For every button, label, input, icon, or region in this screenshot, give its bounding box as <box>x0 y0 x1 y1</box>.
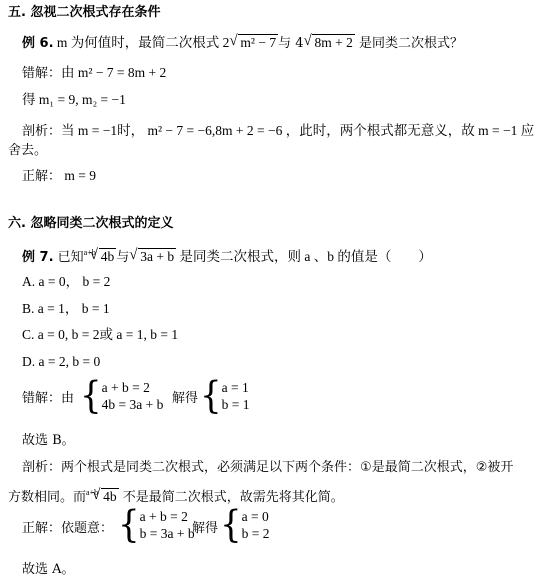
radical-1: √ m² − 7 <box>229 34 278 52</box>
example-7-label: 例 7. <box>22 250 54 265</box>
analysis-line2: 舍去。 <box>8 143 48 158</box>
wrong-conclusion: 故选 B。 <box>22 433 75 448</box>
wrong-solution-line1: 错解：由 m² − 7 = 8m + 2 <box>22 65 167 81</box>
radical-2: √ 8m + 2 <box>303 34 354 52</box>
correct-solution-system: { a = 0 b = 2 <box>220 503 270 547</box>
example-6-question: 例 6. m 为何值时，最简二次根式 2√ m² − 7 与 4√ 8m + 2 是同类二次根式？ <box>22 34 463 53</box>
section-6-heading: 六. 忽略同类二次根式的定义 <box>8 216 174 231</box>
wrong-solution-line2: 得 m₁ = 9, m₂ = −1 <box>22 92 126 107</box>
correct6-label: 正解：依题意： <box>22 521 114 536</box>
left-brace: { <box>118 503 140 547</box>
solve-word-2: 解得 <box>192 521 219 536</box>
left-brace: { <box>80 374 102 418</box>
section-5-heading: 五. 忽视二次根式存在条件 <box>8 5 161 20</box>
analysis6-line2: 方数相同。而$^{a+b}$√ 4b 不是最简二次根式，故需先将其化简。 <box>8 484 344 507</box>
left-brace: { <box>200 374 222 418</box>
option-d: D. a = 2, b = 0 <box>22 354 101 369</box>
analysis-line1: 剖析：当 m = −1时， m² − 7 = −6,8m + 2 = −6 ，此时，两个根式都无意义，故 m = −1 应 <box>22 123 535 139</box>
correct-system: { a + b = 2 b = 3a + b <box>118 503 195 547</box>
analysis6-line1: 剖析：两个根式是同类二次根式，必须满足以下两个条件：①是最简二次根式，②被开 <box>22 460 514 475</box>
wrong-system: { a + b = 2 4b = 3a + b <box>80 374 164 418</box>
example-7-question: 例 7. 已知$^{a+b}$√ 4b 与√ 3a + b 是同类二次根式，则 a 、b 的值是（ ） <box>22 244 432 267</box>
radical-4: √ 3a + b <box>129 248 176 266</box>
radical-5: √ 4b <box>92 488 119 506</box>
wrong-solution-system: { a = 1 b = 1 <box>200 374 250 418</box>
wrong-solution-label: 错解：由 <box>22 391 75 406</box>
radical-3: √ 4b <box>90 248 117 266</box>
option-c: C. a = 0, b = 2或 a = 1, b = 1 <box>22 327 179 342</box>
left-brace: { <box>220 503 242 547</box>
final-answer: 故选 A。 <box>22 562 75 577</box>
option-b: B. a = 1， b = 1 <box>22 301 110 316</box>
option-a: A. a = 0， b = 2 <box>22 274 111 289</box>
solve-word-1: 解得 <box>172 391 199 406</box>
example-6-label: 例 6. <box>22 36 54 51</box>
correct-solution: 正解： m = 9 <box>22 168 97 184</box>
